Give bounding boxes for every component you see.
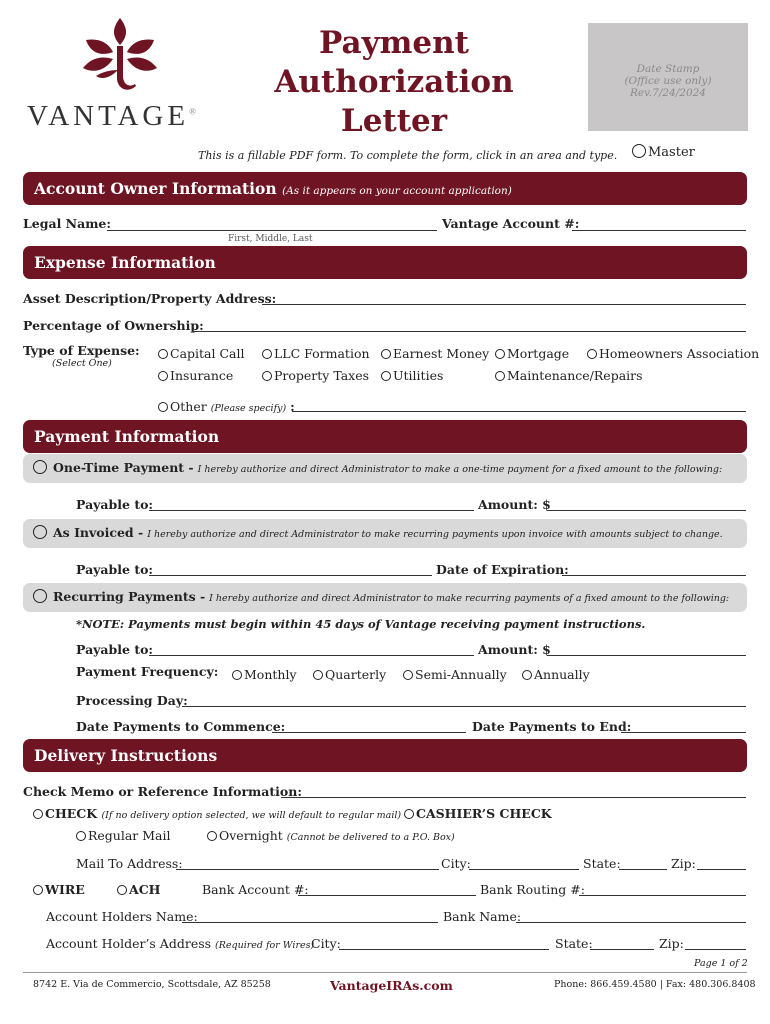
- check-option[interactable]: CHECK (If no delivery option selected, we will default to regular mail): [33, 806, 401, 821]
- recurring-payments-box[interactable]: Recurring Payments - I hereby authorize and direct Administrator to make recurring payments of a fixed amount to the following:: [23, 583, 747, 612]
- cashiers-check-option[interactable]: CASHIER’S CHECK: [404, 806, 552, 821]
- frequency-label: Payment Frequency:: [76, 664, 219, 679]
- onetime-amount-field[interactable]: [547, 510, 746, 511]
- bank-name-label: Bank Name:: [443, 909, 522, 924]
- ach-option[interactable]: ACH: [117, 882, 160, 897]
- legal-name-label: Legal Name:: [23, 216, 112, 231]
- recurring-amount-label: Amount: $: [478, 642, 551, 657]
- onetime-payable-field[interactable]: [149, 510, 474, 511]
- expiration-field[interactable]: [562, 575, 746, 576]
- one-time-payment-box[interactable]: One-Time Payment - I hereby authorize and direct Administrator to make a one-time payment for a fixed amount to the following:: [23, 454, 747, 483]
- name-hint: First, Middle, Last: [228, 234, 313, 244]
- recurring-amount-field[interactable]: [547, 655, 746, 656]
- radio-icon[interactable]: [33, 589, 47, 603]
- page-title: Payment Authorization Letter: [274, 25, 514, 139]
- radio-icon[interactable]: [232, 670, 242, 680]
- holders-name-field[interactable]: [182, 922, 438, 923]
- radio-icon[interactable]: [33, 885, 43, 895]
- holders-state-field[interactable]: [590, 949, 654, 950]
- radio-icon[interactable]: [403, 670, 413, 680]
- as-invoiced-box[interactable]: As Invoiced - I hereby authorize and direct Administrator to make recurring payments upon invoice with amounts subject to change.: [23, 519, 747, 548]
- holders-city-field[interactable]: [339, 949, 549, 950]
- radio-icon[interactable]: [262, 371, 272, 381]
- freq-monthly[interactable]: Monthly: [232, 667, 297, 682]
- option-capital-call[interactable]: Capital Call: [158, 346, 244, 361]
- onetime-payable-label: Payable to:: [76, 497, 154, 512]
- option-llc-formation[interactable]: LLC Formation: [262, 346, 370, 361]
- master-radio-icon[interactable]: [632, 144, 646, 158]
- account-owner-header: Account Owner Information (As it appears on your account application): [23, 172, 747, 205]
- regular-mail-option[interactable]: Regular Mail: [76, 828, 171, 843]
- radio-icon[interactable]: [158, 349, 168, 359]
- radio-icon[interactable]: [495, 349, 505, 359]
- wire-option[interactable]: WIRE: [33, 882, 85, 897]
- radio-icon[interactable]: [33, 809, 43, 819]
- option-utilities[interactable]: Utilities: [381, 368, 443, 383]
- radio-icon[interactable]: [207, 831, 217, 841]
- processing-day-label: Processing Day:: [76, 693, 188, 708]
- mail-state-label: State:: [583, 856, 621, 871]
- radio-icon[interactable]: [76, 831, 86, 841]
- option-hoa[interactable]: Homeowners Association: [587, 346, 759, 361]
- legal-name-field[interactable]: [107, 230, 437, 231]
- fillable-note: This is a fillable PDF form. To complete the form, click in an area and type.: [198, 149, 618, 162]
- radio-icon[interactable]: [158, 371, 168, 381]
- bank-account-field[interactable]: [298, 895, 476, 896]
- radio-icon[interactable]: [522, 670, 532, 680]
- end-date-label: Date Payments to End:: [472, 719, 632, 734]
- radio-icon[interactable]: [33, 525, 47, 539]
- option-property-taxes[interactable]: Property Taxes: [262, 368, 369, 383]
- radio-icon[interactable]: [262, 349, 272, 359]
- mail-state-field[interactable]: [619, 869, 667, 870]
- radio-icon[interactable]: [587, 349, 597, 359]
- radio-icon[interactable]: [381, 371, 391, 381]
- logo-wordmark: VANTAGE®: [27, 100, 196, 132]
- asset-description-field[interactable]: [262, 304, 746, 305]
- expiration-label: Date of Expiration:: [436, 562, 569, 577]
- commence-field[interactable]: [272, 732, 466, 733]
- ownership-label: Percentage of Ownership:: [23, 318, 204, 333]
- overnight-option[interactable]: Overnight (Cannot be delivered to a P.O. Box): [207, 828, 455, 843]
- radio-icon[interactable]: [117, 885, 127, 895]
- invoiced-payable-field[interactable]: [149, 575, 432, 576]
- ownership-field[interactable]: [192, 331, 746, 332]
- onetime-amount-label: Amount: $: [478, 497, 551, 512]
- option-insurance[interactable]: Insurance: [158, 368, 233, 383]
- footer-rule: [23, 972, 747, 973]
- bank-routing-field[interactable]: [579, 895, 746, 896]
- holders-name-label: Account Holders Name:: [46, 909, 198, 924]
- freq-annually[interactable]: Annually: [522, 667, 590, 682]
- mail-to-field[interactable]: [176, 869, 439, 870]
- delivery-header: Delivery Instructions: [23, 739, 747, 772]
- vantage-logo-icon: [80, 18, 160, 94]
- holders-zip-label: Zip:: [659, 936, 684, 951]
- recurring-payable-field[interactable]: [149, 655, 474, 656]
- master-option[interactable]: Master: [632, 144, 695, 160]
- holders-city-label: City:: [311, 936, 341, 951]
- freq-semi-annually[interactable]: Semi-Annually: [403, 667, 507, 682]
- radio-icon[interactable]: [381, 349, 391, 359]
- holders-zip-field[interactable]: [685, 949, 746, 950]
- holders-address-label: Account Holder’s Address (Required for Wires): [46, 936, 315, 951]
- radio-icon[interactable]: [158, 402, 168, 412]
- mail-zip-label: Zip:: [671, 856, 696, 871]
- invoiced-payable-label: Payable to:: [76, 562, 154, 577]
- footer-phone-fax: Phone: 866.459.4580 | Fax: 480.306.8408: [554, 979, 756, 990]
- select-one-hint: (Select One): [52, 358, 112, 369]
- account-number-field[interactable]: [572, 230, 746, 231]
- option-other[interactable]: Other (Please specify) :: [158, 399, 295, 414]
- recurring-payable-label: Payable to:: [76, 642, 154, 657]
- commence-label: Date Payments to Commence:: [76, 719, 286, 734]
- bank-name-field[interactable]: [516, 922, 746, 923]
- expense-type-label: Type of Expense:: [23, 343, 140, 358]
- mail-zip-field[interactable]: [697, 869, 746, 870]
- radio-icon[interactable]: [33, 460, 47, 474]
- payment-header: Payment Information: [23, 420, 747, 453]
- recurring-note: *NOTE: Payments must begin within 45 days of Vantage receiving payment instructions.: [76, 617, 646, 631]
- option-earnest-money[interactable]: Earnest Money: [381, 346, 489, 361]
- mail-city-field[interactable]: [469, 869, 579, 870]
- bank-account-label: Bank Account #:: [202, 882, 309, 897]
- end-date-field[interactable]: [621, 732, 746, 733]
- option-maintenance[interactable]: Maintenance/Repairs: [495, 368, 643, 383]
- expense-header: Expense Information: [23, 246, 747, 279]
- radio-icon[interactable]: [313, 670, 323, 680]
- memo-label: Check Memo or Reference Information:: [23, 784, 302, 799]
- freq-quarterly[interactable]: Quarterly: [313, 667, 386, 682]
- other-specify-field[interactable]: [292, 411, 746, 412]
- holders-state-label: State:: [555, 936, 593, 951]
- asset-description-label: Asset Description/Property Address:: [23, 291, 277, 306]
- bank-routing-label: Bank Routing #:: [480, 882, 585, 897]
- account-number-label: Vantage Account #:: [442, 216, 580, 231]
- date-stamp-box: Date Stamp (Office use only) Rev.7/24/2024: [588, 23, 748, 131]
- mail-city-label: City:: [441, 856, 471, 871]
- radio-icon[interactable]: [495, 371, 505, 381]
- option-mortgage[interactable]: Mortgage: [495, 346, 569, 361]
- footer-website[interactable]: VantageIRAs.com: [330, 978, 453, 993]
- mail-to-label: Mail To Address:: [76, 856, 183, 871]
- memo-field[interactable]: [281, 797, 746, 798]
- page-number: Page 1 of 2: [694, 958, 748, 969]
- footer-address: 8742 E. Via de Commercio, Scottsdale, AZ 85258: [33, 979, 271, 990]
- processing-day-field[interactable]: [182, 706, 746, 707]
- radio-icon[interactable]: [404, 809, 414, 819]
